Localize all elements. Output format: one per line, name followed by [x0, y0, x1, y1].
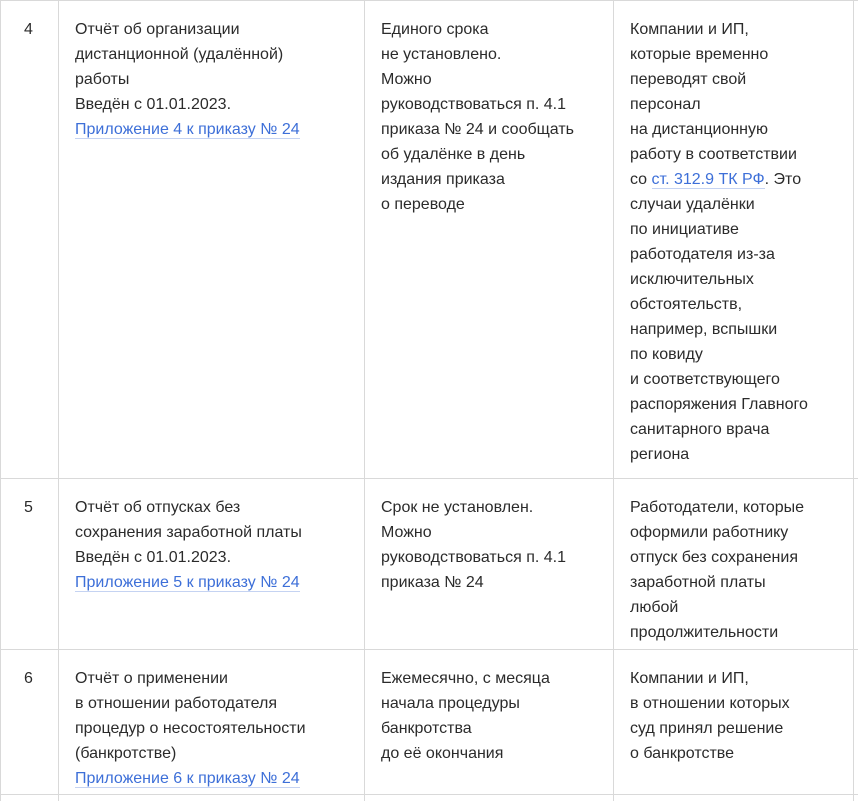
report-name-line: работы: [75, 71, 130, 88]
who-line: на дистанционную: [630, 121, 769, 138]
who-line: исключительных: [630, 271, 754, 288]
deadline-line: приказа № 24: [381, 574, 484, 591]
deadline-line: Срок не установлен.: [381, 499, 534, 516]
deadline-line: об удалёнке в день: [381, 146, 526, 163]
who-line: Компании и ИП,: [630, 21, 749, 38]
deadline-line: руководствоваться п. 4.1: [381, 96, 566, 113]
who-line: региона: [630, 446, 690, 463]
who-line: переводят свой: [630, 71, 747, 88]
report-name-line: (банкротстве): [75, 745, 177, 762]
who-reports-cell: [630, 666, 850, 766]
who-line: любой: [630, 599, 679, 616]
who-line: заработной платы: [630, 574, 766, 591]
appendix-link[interactable]: Приложение 5 к приказу № 24: [75, 574, 300, 591]
deadline-line: Можно: [381, 524, 432, 541]
deadline-cell: [381, 17, 611, 217]
who-line: Компании и ИП,: [630, 670, 749, 687]
deadline-cell: [381, 495, 611, 595]
report-name-cell: [75, 495, 360, 595]
report-intro-date: Введён с 01.01.2023.: [75, 549, 232, 566]
row-number: 6: [24, 670, 33, 687]
deadline-line: до её окончания: [381, 745, 504, 762]
who-line: отпуск без сохранения: [630, 549, 798, 566]
report-name-cell: [75, 17, 360, 142]
who-line: оформили работнику: [630, 524, 789, 541]
deadline-cell: [381, 666, 611, 766]
who-line: работодателя из-за: [630, 246, 775, 263]
deadline-line: о переводе: [381, 196, 465, 213]
who-line: персонал: [630, 96, 701, 113]
who-inline-prefix: со: [630, 171, 652, 188]
report-name-line: Отчёт о применении: [75, 670, 228, 687]
report-intro-date: Введён с 01.01.2023.: [75, 96, 232, 113]
who-line: продолжительности: [630, 624, 779, 641]
row-divider: [0, 794, 858, 795]
row-number: 4: [24, 21, 33, 38]
deadline-line: Единого срока: [381, 21, 489, 38]
deadline-line: начала процедуры: [381, 695, 520, 712]
report-name-line: в отношении работодателя: [75, 695, 278, 712]
who-inline-suffix: . Это: [764, 171, 802, 188]
who-line: случаи удалёнки: [630, 196, 755, 213]
deadline-line: приказа № 24 и сообщать: [381, 121, 574, 138]
deadline-line: руководствоваться п. 4.1: [381, 549, 566, 566]
who-reports-cell: [630, 17, 850, 467]
report-name-line: дистанционной (удалённой): [75, 46, 284, 63]
labor-code-link[interactable]: ст. 312.9 ТК РФ: [651, 171, 765, 188]
row-number: 5: [24, 499, 33, 516]
appendix-link[interactable]: Приложение 6 к приказу № 24: [75, 770, 300, 787]
who-line: которые временно: [630, 46, 769, 63]
deadline-line: Ежемесячно, с месяца: [381, 670, 550, 687]
who-line: и соответствующего: [630, 371, 780, 388]
who-line: распоряжения Главного: [630, 396, 808, 413]
deadline-line: Можно: [381, 71, 432, 88]
who-line: Работодатели, которые: [630, 499, 805, 516]
who-line: по ковиду: [630, 346, 703, 363]
who-line: обстоятельств,: [630, 296, 743, 313]
who-line: в отношении которых: [630, 695, 790, 712]
appendix-link[interactable]: Приложение 4 к приказу № 24: [75, 121, 300, 138]
report-name-cell: [75, 666, 360, 791]
deadline-line: банкротства: [381, 720, 472, 737]
report-name-line: процедур о несостоятельности: [75, 720, 306, 737]
who-line: работу в соответствии: [630, 146, 797, 163]
who-reports-cell: [630, 495, 850, 645]
table-row: [0, 478, 858, 649]
who-line-with-link: [630, 167, 850, 192]
deadline-line: не установлено.: [381, 46, 502, 63]
who-line: суд принял решение: [630, 720, 784, 737]
deadline-line: издания приказа: [381, 171, 505, 188]
who-line: например, вспышки: [630, 321, 778, 338]
table-row: [0, 649, 858, 794]
who-line: по инициативе: [630, 221, 739, 238]
report-name-line: Отчёт об организации: [75, 21, 240, 38]
who-line: санитарного врача: [630, 421, 770, 438]
who-line: о банкротстве: [630, 745, 735, 762]
report-name-line: Отчёт об отпусках без: [75, 499, 241, 516]
report-name-line: сохранения заработной платы: [75, 524, 302, 541]
